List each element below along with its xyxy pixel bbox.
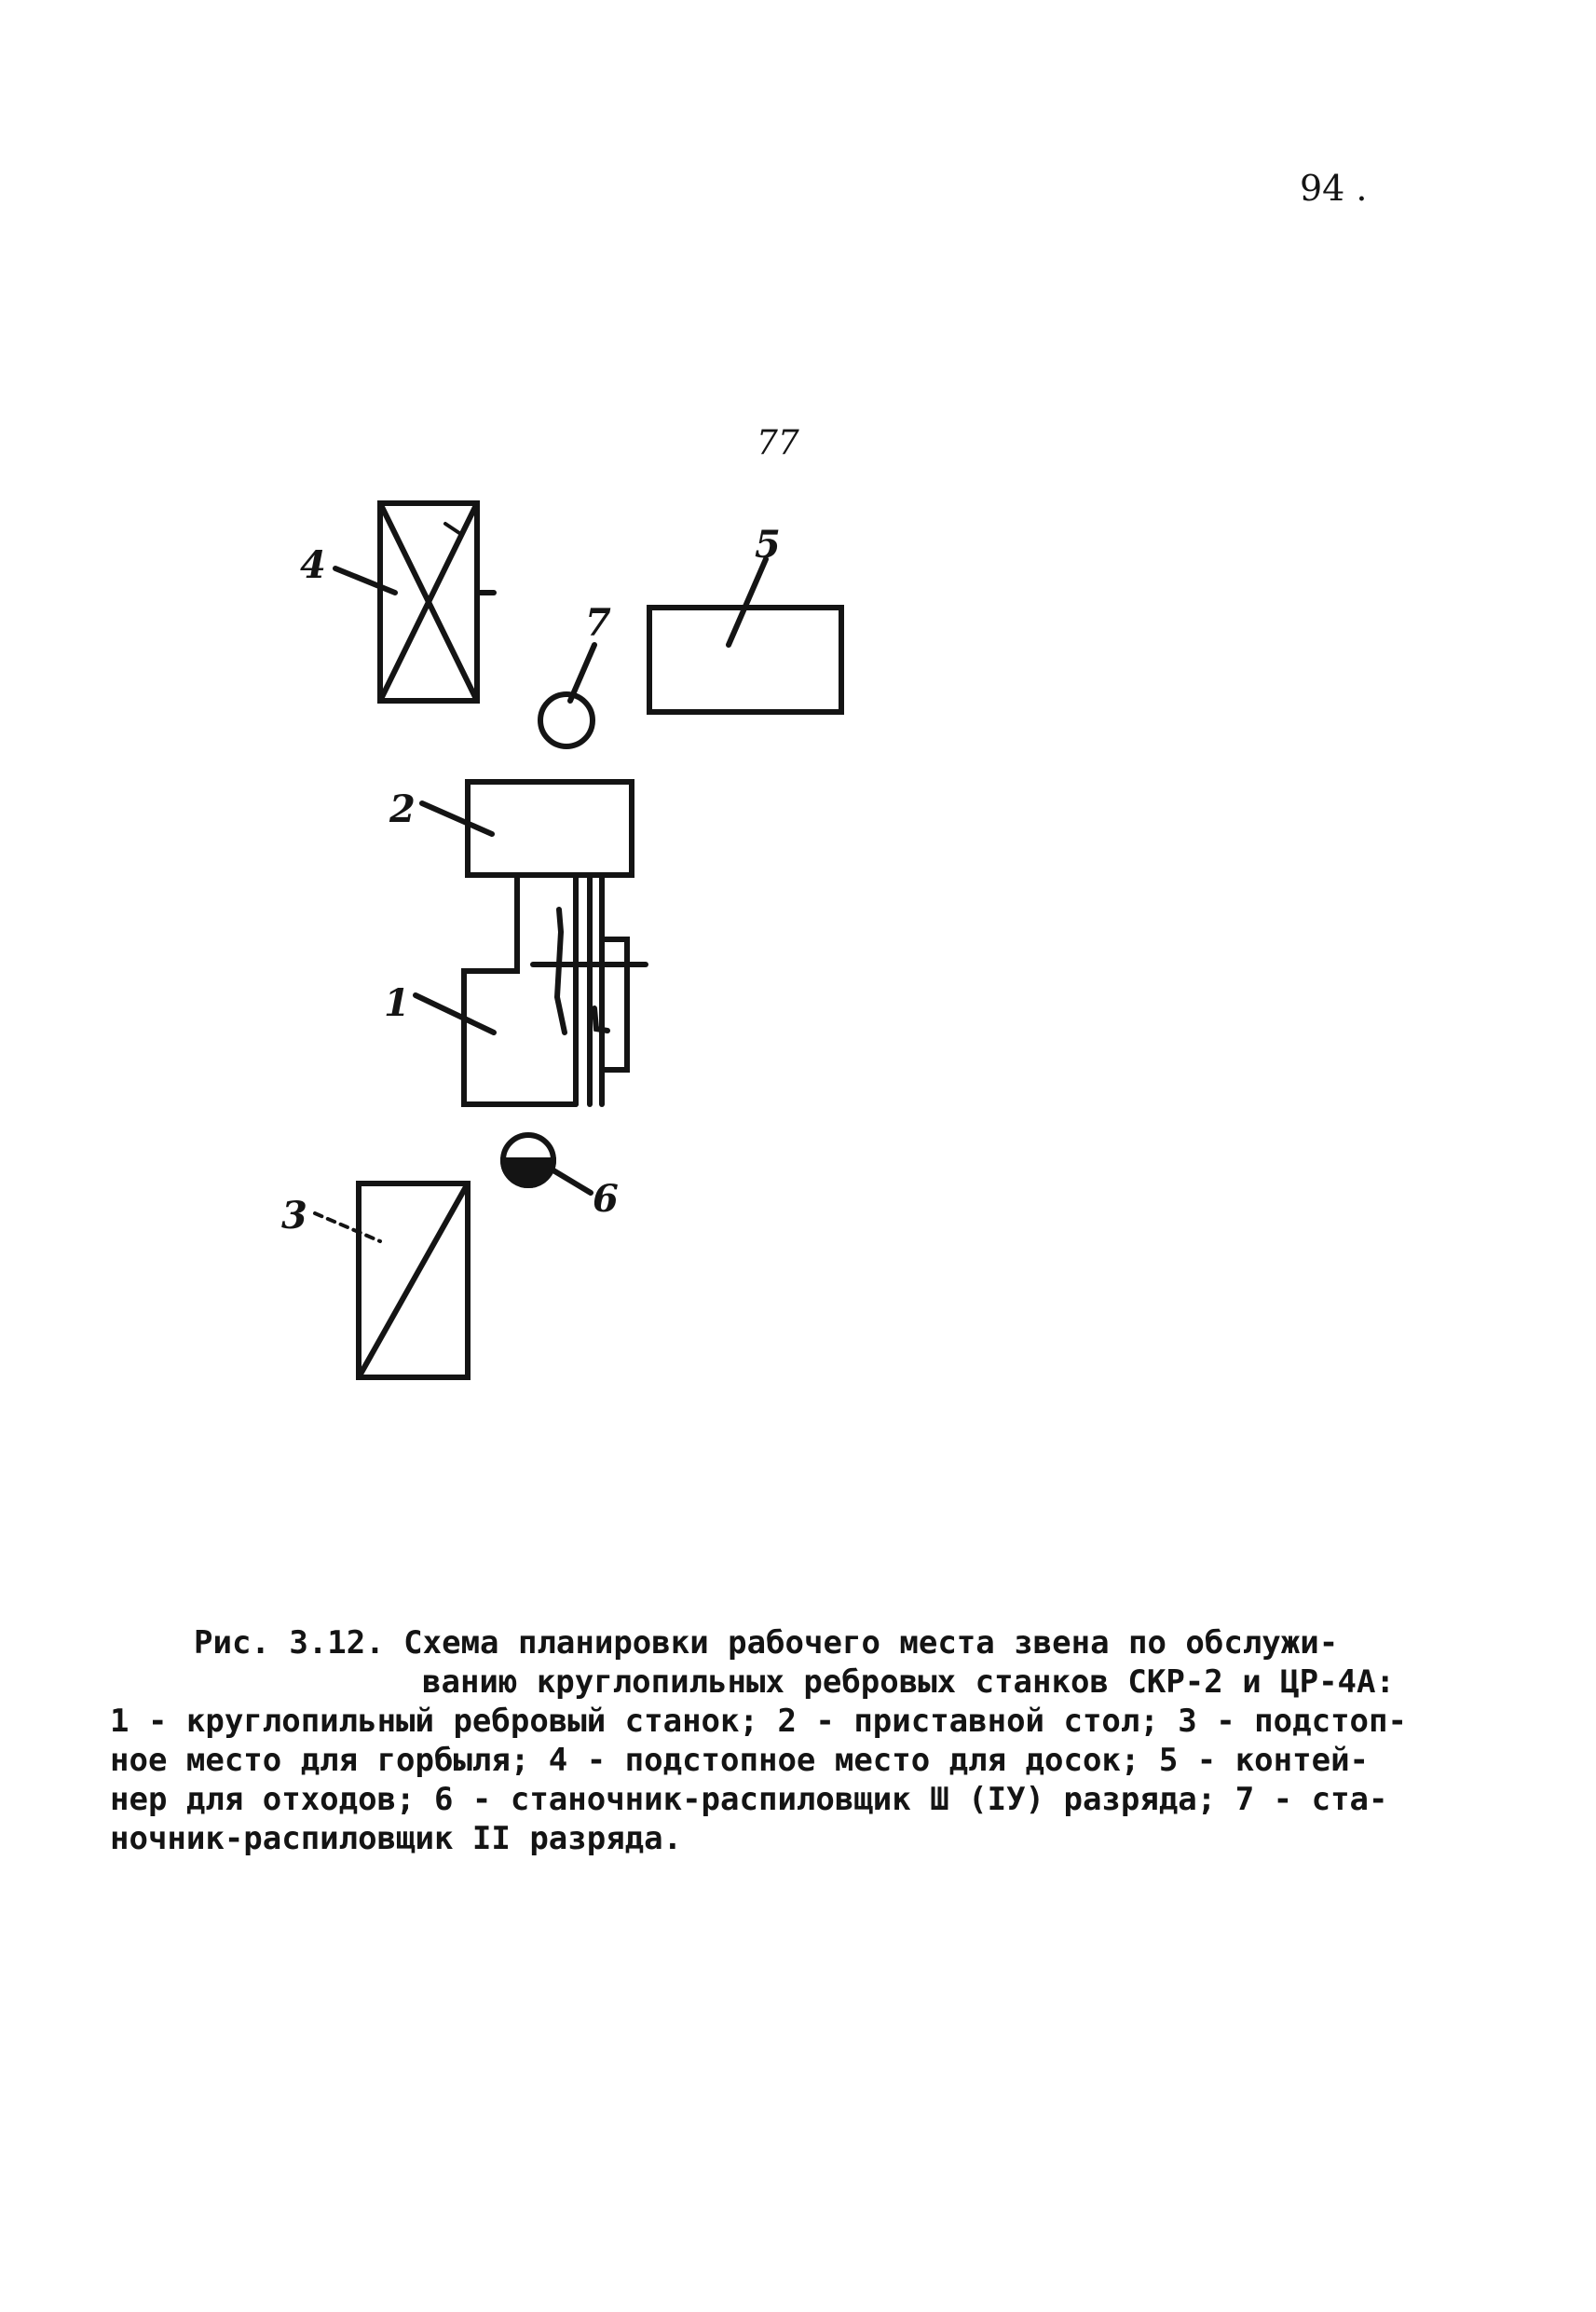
sheet-number: 77	[757, 424, 799, 462]
label-5: 5	[755, 523, 781, 567]
leader-2	[422, 803, 492, 834]
label-7: 7	[585, 601, 611, 645]
label-3: 3	[281, 1194, 307, 1238]
saw-machine-1	[464, 875, 646, 1104]
leader-4	[335, 568, 395, 593]
operator-7	[540, 694, 593, 746]
attached-table-2	[468, 782, 632, 875]
slab-stack-place-3	[359, 1183, 468, 1377]
leader-6	[553, 1170, 591, 1193]
leader-3	[315, 1213, 380, 1241]
caption-legend-line: ночник-распиловщик II разряда.	[110, 1820, 683, 1857]
label-1: 1	[384, 981, 410, 1025]
leader-5	[729, 559, 766, 645]
caption-legend-line: ное место для горбыля; 4 - подстопное место для досок; 5 - контей-	[110, 1742, 1370, 1779]
caption-title-line-1: Рис. 3.12. Схема планировки рабочего места звена по обслужи-	[194, 1624, 1339, 1662]
page-number: 94 .	[1300, 168, 1368, 209]
leader-1	[416, 995, 494, 1033]
leader-7	[570, 645, 594, 701]
operator-6	[503, 1135, 553, 1185]
caption-title-line-2: ванию круглопильных ребровых станков СКР-2 и ЦР-4А:	[422, 1663, 1395, 1701]
waste-container-5	[649, 608, 841, 712]
label-2: 2	[389, 787, 416, 831]
figure-caption	[110, 1623, 1526, 1858]
board-stack-place-4	[380, 503, 494, 701]
label-6: 6	[593, 1177, 619, 1221]
label-4: 4	[300, 543, 326, 587]
caption-legend-line: нер для отходов; 6 - станочник-распиловщик Ш (IУ) разряда; 7 - ста-	[110, 1781, 1388, 1818]
caption-legend-line: 1 - круглопильный ребровый станок; 2 - приставной стол; 3 - подстоп-	[110, 1703, 1407, 1740]
